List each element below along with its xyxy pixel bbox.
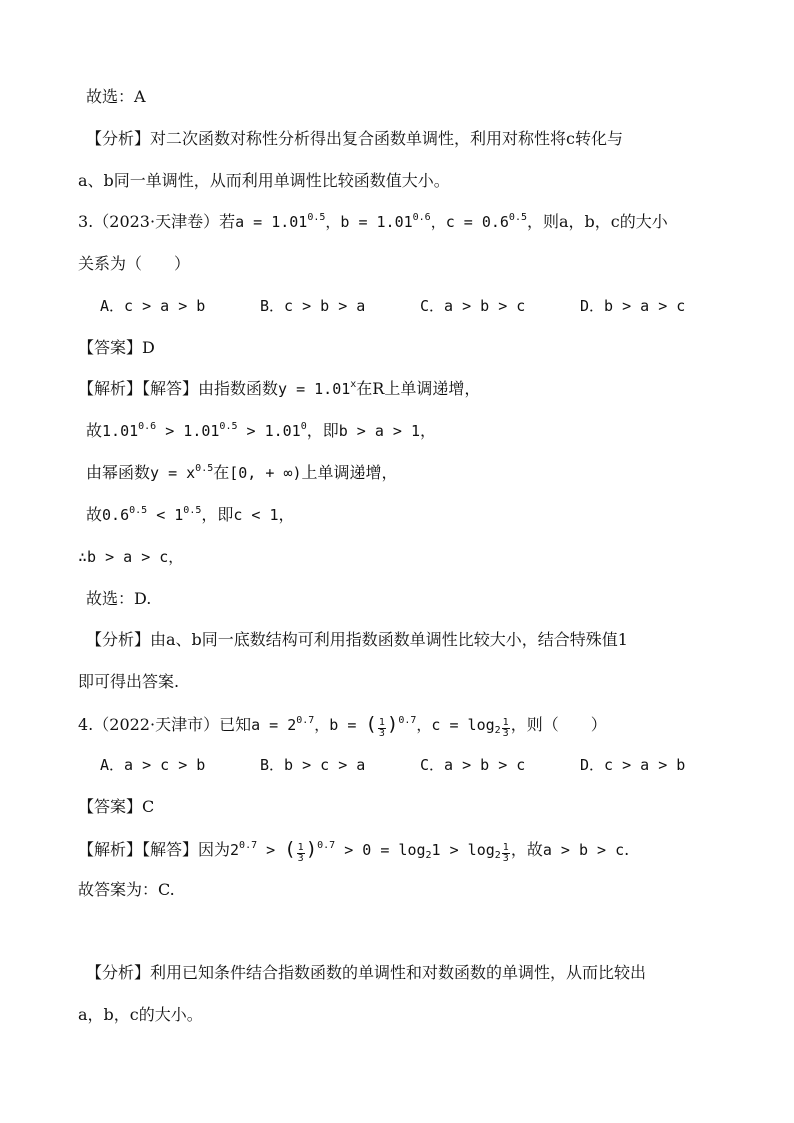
q3-solution-3: 由幂函数$y = x^{0.5}$在[0, + ∞)上单调递增， <box>86 463 398 482</box>
q3-answer: 【答案】D <box>78 338 155 357</box>
q4-option-a: A．a > c > b <box>100 756 206 774</box>
q3-option-d: D．b > a > c <box>580 297 686 315</box>
q3-option-c: C．a > b > c <box>420 297 526 315</box>
q4-option-d: D．c > a > b <box>580 756 686 774</box>
q3-analysis-2: 即可得出答案. <box>78 672 180 691</box>
q4-options <box>100 753 685 777</box>
q4-analysis-1: 【分析】利用已知条件结合指数函数的单调性和对数函数的单调性，从而比较出 <box>86 963 647 982</box>
q4-option-b: B．b > c > a <box>260 756 366 774</box>
fraction-one-third: $\frac{1}{3}$ <box>502 842 509 864</box>
analysis-line-2: a、b同一单调性，从而利用单调性比较函数值大小。 <box>78 171 450 190</box>
fraction-one-third: $\frac{1}{3}$ <box>502 717 509 739</box>
q3-stem-line2: 关系为（ ） <box>78 254 191 273</box>
analysis-line-1: 【分析】对二次函数对称性分析得出复合函数单调性，利用对称性将c转化与 <box>86 129 623 148</box>
q3-stem: 3.（2023·天津卷）若$a = 1.01^{0.5}$，$b = 1.01^{0.6}$，$c = 0.6^{0.5}$，则a，b，c的大小 <box>78 212 668 231</box>
q3-option-b: B．c > b > a <box>260 297 366 315</box>
q4-stem: 4.（2022·天津市）已知$a = 2^{0.7}$，b = ( $\frac{1}{3}$ )$^{0.7}$，$c = \log_2$ $\frac{1}{3}$ ，则（ ） <box>78 713 607 739</box>
q3-solution-2: 故$1.01^{0.6} > 1.01^{0.5} > 1.01^0$，即b > a > 1， <box>86 421 437 440</box>
q3-option-a: A．c > a > b <box>100 297 206 315</box>
fraction-one-third: $\frac{1}{3}$ <box>297 842 304 864</box>
choose-a-line: 故选：A <box>86 87 146 106</box>
q4-analysis-2: a，b，c的大小。 <box>78 1005 203 1024</box>
q4-final: 故答案为：C. <box>78 880 175 899</box>
q4-solution: 【解析】【解答】因为$2^{0.7}$ > ( $\frac{1}{3}$ )$^{0.7} > 0 = \log_21 > \log_2$ $\frac{1}{3}$ ，故a > b > c. <box>78 838 630 864</box>
q3-choose: 故选：D. <box>86 589 152 608</box>
q3-options <box>100 294 685 318</box>
q3-solution-1: 【解析】【解答】由指数函数$y = 1.01^x$在R上单调递增， <box>78 379 481 398</box>
q3-solution-5: ∴b > a > c， <box>78 548 184 566</box>
q3-analysis-1: 【分析】由a、b同一底数结构可利用指数函数单调性比较大小，结合特殊值1 <box>86 630 628 649</box>
fraction-one-third: $\frac{1}{3}$ <box>378 717 385 739</box>
q4-answer: 【答案】C <box>78 797 155 816</box>
q4-option-c: C．a > b > c <box>420 756 526 774</box>
q3-solution-4: 故$0.6^{0.5} < 1^{0.5}$，即c < 1， <box>86 505 295 524</box>
